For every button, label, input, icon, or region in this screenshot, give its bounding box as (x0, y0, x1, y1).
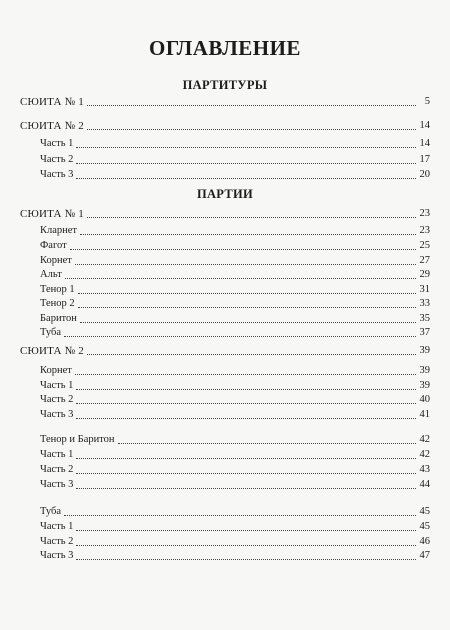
toc-entry-page: 43 (419, 464, 430, 475)
toc-entry-page: 35 (419, 313, 430, 324)
toc-entry[interactable] (40, 138, 430, 150)
toc-entry-page: 42 (419, 434, 430, 445)
leader-dots (80, 234, 416, 235)
toc-entry[interactable] (40, 536, 430, 548)
leader-dots (76, 163, 416, 164)
toc-entry-label: Туба (40, 506, 62, 517)
toc-entry-page: 23 (419, 208, 430, 219)
leader-dots (76, 458, 416, 459)
toc-entry[interactable] (40, 313, 430, 325)
leader-dots (80, 322, 416, 323)
toc-entry[interactable] (40, 380, 430, 392)
toc-entry-page: 27 (419, 255, 430, 266)
toc-entry-page: 39 (419, 345, 430, 356)
toc-entry-page: 40 (419, 394, 430, 405)
toc-entry-label: Часть 1 (40, 449, 74, 460)
leader-dots (76, 473, 416, 474)
toc-entry-label: Часть 1 (40, 521, 74, 532)
toc-entry[interactable] (40, 327, 430, 339)
toc-entry[interactable] (40, 284, 430, 296)
leader-dots (118, 443, 416, 444)
leader-dots (87, 105, 416, 106)
toc-entry-page: 39 (419, 380, 430, 391)
toc-entry-label: Фагот (40, 240, 67, 251)
leader-dots (76, 418, 416, 419)
leader-dots (64, 336, 416, 337)
toc-entry-page: 45 (419, 506, 430, 517)
toc-entry-page: 14 (419, 120, 430, 131)
toc-entry-label: Альт (40, 269, 62, 280)
leader-dots (76, 559, 416, 560)
toc-entry[interactable] (40, 434, 430, 446)
leader-dots (64, 515, 416, 516)
toc-entry[interactable] (40, 550, 430, 562)
toc-entry-label: Корнет (40, 255, 72, 266)
toc-entry-page: 33 (419, 298, 430, 309)
toc-entry-page: 44 (419, 479, 430, 490)
leader-dots (75, 374, 416, 375)
toc-entry[interactable] (40, 365, 430, 377)
toc-entry[interactable] (40, 255, 430, 267)
toc-entry-label: Часть 3 (40, 169, 74, 180)
toc-entry-label: Часть 1 (40, 380, 74, 391)
toc-entry-page: 25 (419, 240, 430, 251)
toc-entry-label: Часть 2 (40, 536, 74, 547)
toc-entry[interactable] (40, 225, 430, 237)
toc-entry[interactable] (40, 169, 430, 181)
toc-entry-label: Часть 2 (40, 464, 74, 475)
toc-entry[interactable] (40, 394, 430, 406)
toc-entry[interactable] (40, 521, 430, 533)
toc-entry-page: 45 (419, 521, 430, 532)
leader-dots (76, 488, 416, 489)
toc-entry-page: 37 (419, 327, 430, 338)
toc-entry-page: 14 (419, 138, 430, 149)
toc-entry-label: Тенор и Баритон (40, 434, 115, 445)
toc-entry-page: 5 (424, 96, 430, 107)
toc-entry-page: 46 (419, 536, 430, 547)
leader-dots (87, 217, 416, 218)
toc-entry-page: 31 (419, 284, 430, 295)
toc-entry-label: Часть 2 (40, 394, 74, 405)
toc-entry[interactable] (40, 479, 430, 491)
toc-entry[interactable] (40, 409, 430, 421)
toc-entry-label: СЮИТА № 2 (20, 345, 84, 357)
toc-entry-page: 47 (419, 550, 430, 561)
toc-entry-page: 29 (419, 269, 430, 280)
toc-entry-page: 42 (419, 449, 430, 460)
toc-entry-label: Тенор 2 (40, 298, 75, 309)
toc-entry[interactable] (20, 120, 430, 132)
toc-entry-page: 41 (419, 409, 430, 420)
toc-entry[interactable] (40, 240, 430, 252)
leader-dots (76, 403, 416, 404)
leader-dots (87, 354, 416, 355)
toc-entry-page: 20 (419, 169, 430, 180)
leader-dots (76, 178, 416, 179)
toc-entry-label: СЮИТА № 2 (20, 120, 84, 132)
toc-entry-label: Часть 3 (40, 550, 74, 561)
toc-entry[interactable] (20, 96, 430, 108)
toc-entry-label: СЮИТА № 1 (20, 208, 84, 220)
toc-entry-label: Часть 1 (40, 138, 74, 149)
toc-entry-label: Кларнет (40, 225, 78, 236)
leader-dots (76, 545, 416, 546)
toc-entry-label: Корнет (40, 365, 72, 376)
toc-entry[interactable] (40, 269, 430, 281)
leader-dots (78, 293, 416, 294)
toc-entry-label: Часть 3 (40, 479, 74, 490)
leader-dots (78, 307, 416, 308)
toc-entry[interactable] (40, 449, 430, 461)
toc-entry[interactable] (40, 298, 430, 310)
toc-entry-label: Туба (40, 327, 62, 338)
section-heading-parts: ПАРТИИ (196, 187, 254, 201)
toc-entry-page: 39 (419, 365, 430, 376)
toc-entry-label: Часть 2 (40, 154, 74, 165)
leader-dots (75, 264, 416, 265)
toc-entry[interactable] (40, 506, 430, 518)
toc-entry[interactable] (20, 208, 430, 220)
toc-entry[interactable] (40, 464, 430, 476)
toc-entry[interactable] (20, 345, 430, 357)
section-heading-scores: ПАРТИТУРЫ (182, 78, 268, 92)
toc-entry-page: 23 (419, 225, 430, 236)
leader-dots (76, 389, 416, 390)
page-title: ОГЛАВЛЕНИЕ (149, 36, 301, 60)
leader-dots (76, 147, 416, 148)
toc-entry[interactable] (40, 154, 430, 166)
toc-entry-label: СЮИТА № 1 (20, 96, 84, 108)
leader-dots (87, 129, 416, 130)
leader-dots (65, 278, 416, 279)
leader-dots (76, 530, 416, 531)
toc-entry-label: Баритон (40, 313, 77, 324)
toc-entry-page: 17 (419, 154, 430, 165)
leader-dots (70, 249, 416, 250)
toc-entry-label: Часть 3 (40, 409, 74, 420)
toc-entry-label: Тенор 1 (40, 284, 75, 295)
